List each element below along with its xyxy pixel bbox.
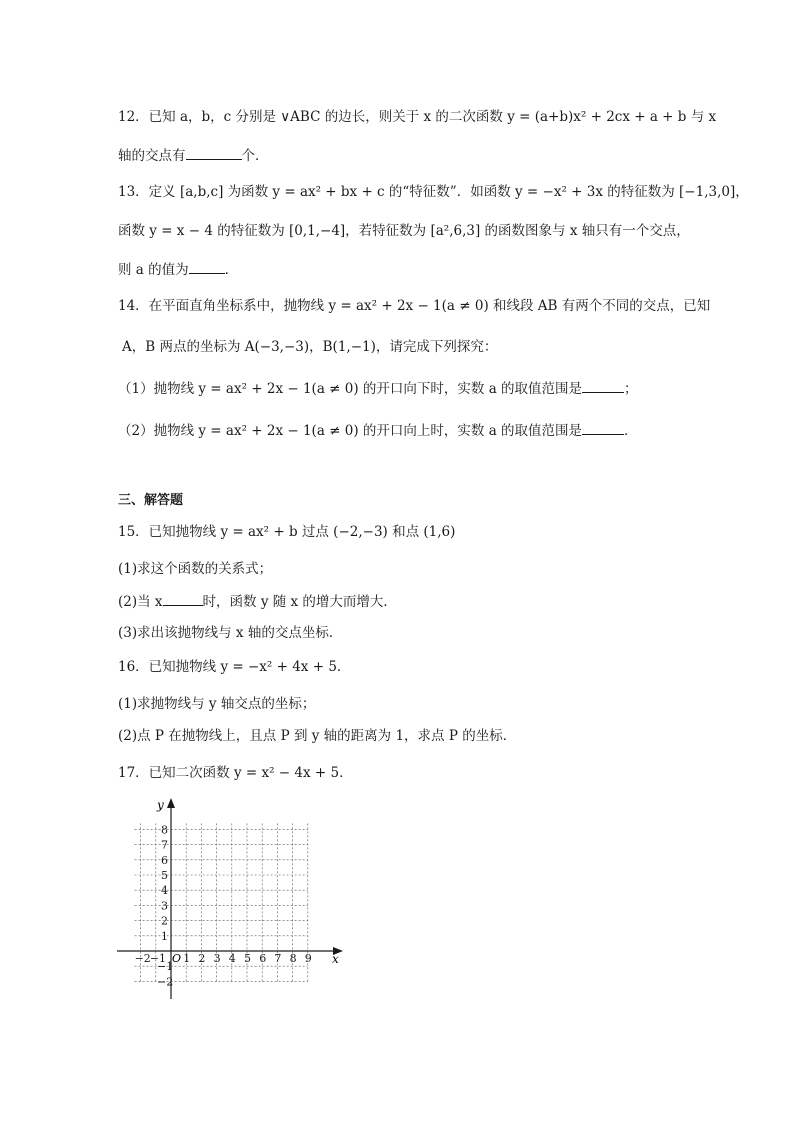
y-axis-label: y (157, 798, 164, 812)
q14-part1-post: ； (624, 381, 638, 397)
y-tick-label: 3 (161, 899, 168, 913)
q13-line3-pre: 则 a 的值为 (118, 262, 189, 278)
q14-part2-pre: （2）抛物线 y = ax² + 2x − 1(a ≠ 0) 的开口向上时，实数 a 的取值范围是 (118, 423, 583, 439)
q15-part2 (118, 592, 397, 611)
q14-part1-pre: （1）抛物线 y = ax² + 2x − 1(a ≠ 0) 的开口向下时，实数 a 的取值范围是 (118, 381, 583, 397)
y-tick-label: 8 (161, 823, 168, 837)
q14-part1 (118, 379, 638, 398)
q16-line1: 16．已知抛物线 y = −x² + 4x + 5． (118, 659, 351, 675)
q15-part2-pre: (2)当 x (118, 594, 163, 610)
q13-line1: 13．定义 [a,b,c] 为函数 y = ax² + bx + c 的“特征数”．如函数 y = −x² + 3x 的特征数为 [−1,3,0]， (118, 184, 749, 200)
y-tick-label: −1 (157, 960, 174, 974)
q15-answer-blank[interactable] (163, 592, 203, 606)
q13-line3 (118, 260, 238, 279)
q13-line2: 函数 y = x − 4 的特征数为 [0,1,−4]，若特征数为 [a²,6,3] 的函数图象与 x 轴只有一个交点， (118, 223, 690, 239)
x-axis-label: x (332, 952, 339, 966)
q13-line3-post: ． (224, 262, 239, 278)
y-axis-arrow-icon (167, 798, 175, 808)
x-tick-label: 5 (244, 952, 251, 965)
x-tick-label: 7 (274, 952, 282, 965)
q15-part2-post: 时，函数 y 随 x 的增大而增大． (202, 594, 397, 610)
y-tick-label: −2 (157, 975, 174, 989)
q15-part1: (1)求这个函数的关系式； (118, 561, 273, 577)
q12-line2-post: 个． (241, 148, 269, 164)
q14-line2: A，B 两点的坐标为 A(−3,−3)，B(1,−1)，请完成下列探究： (122, 339, 498, 355)
x-tick-label: 6 (259, 952, 267, 965)
x-tick-label: 8 (289, 952, 297, 965)
q17-line1: 17．已知二次函数 y = x² − 4x + 5． (118, 765, 353, 781)
x-tick-label: −2 (134, 952, 151, 965)
x-tick-label: 9 (304, 952, 312, 965)
q14-part2 (118, 421, 638, 440)
origin-label: O (172, 952, 182, 965)
x-tick-label: 2 (198, 952, 206, 965)
x-tick-label: 3 (213, 952, 221, 965)
q12-answer-blank[interactable] (186, 146, 242, 160)
q14-part1-answer-blank[interactable] (582, 379, 624, 393)
q13-answer-blank[interactable] (189, 260, 225, 274)
y-tick-label: 6 (161, 853, 168, 867)
y-tick-label: 1 (161, 929, 168, 943)
q14-part2-post: ． (624, 423, 638, 439)
q15-line1: 15．已知抛物线 y = ax² + b 过点 (−2,−3) 和点 (1,6) (118, 524, 456, 540)
q16-part1: (1)求抛物线与 y 轴交点的坐标； (118, 696, 316, 712)
q12-line2-pre: 轴的交点有 (118, 148, 186, 164)
y-tick-label: 7 (161, 838, 168, 852)
q16-part2: (2)点 P 在抛物线上，且点 P 到 y 轴的距离为 1，求点 P 的坐标． (118, 728, 517, 744)
q12-line1: 12．已知 a，b，c 分别是 ∨ABC 的边长，则关于 x 的二次函数 y = (a+b)x² + 2cx + a + b 与 x (118, 109, 717, 125)
y-tick-label: 4 (161, 884, 168, 898)
coordinate-grid (115, 795, 355, 1005)
q14-line1: 14．在平面直角坐标系中，抛物线 y = ax² + 2x − 1(a ≠ 0) 和线段 AB 有两个不同的交点，已知 (118, 298, 711, 314)
q15-part3: (3)求出该抛物线与 x 轴的交点坐标． (118, 625, 343, 641)
q12-line2 (118, 146, 269, 165)
x-tick-label: 1 (183, 952, 191, 965)
y-tick-label: 2 (161, 914, 168, 928)
tick-labels (135, 823, 312, 988)
x-tick-label: 4 (228, 952, 236, 965)
section-title: 三、解答题 (118, 493, 184, 508)
x-tick-label: −1 (149, 952, 167, 965)
y-tick-label: 5 (161, 869, 168, 882)
q14-part2-answer-blank[interactable] (582, 421, 624, 435)
